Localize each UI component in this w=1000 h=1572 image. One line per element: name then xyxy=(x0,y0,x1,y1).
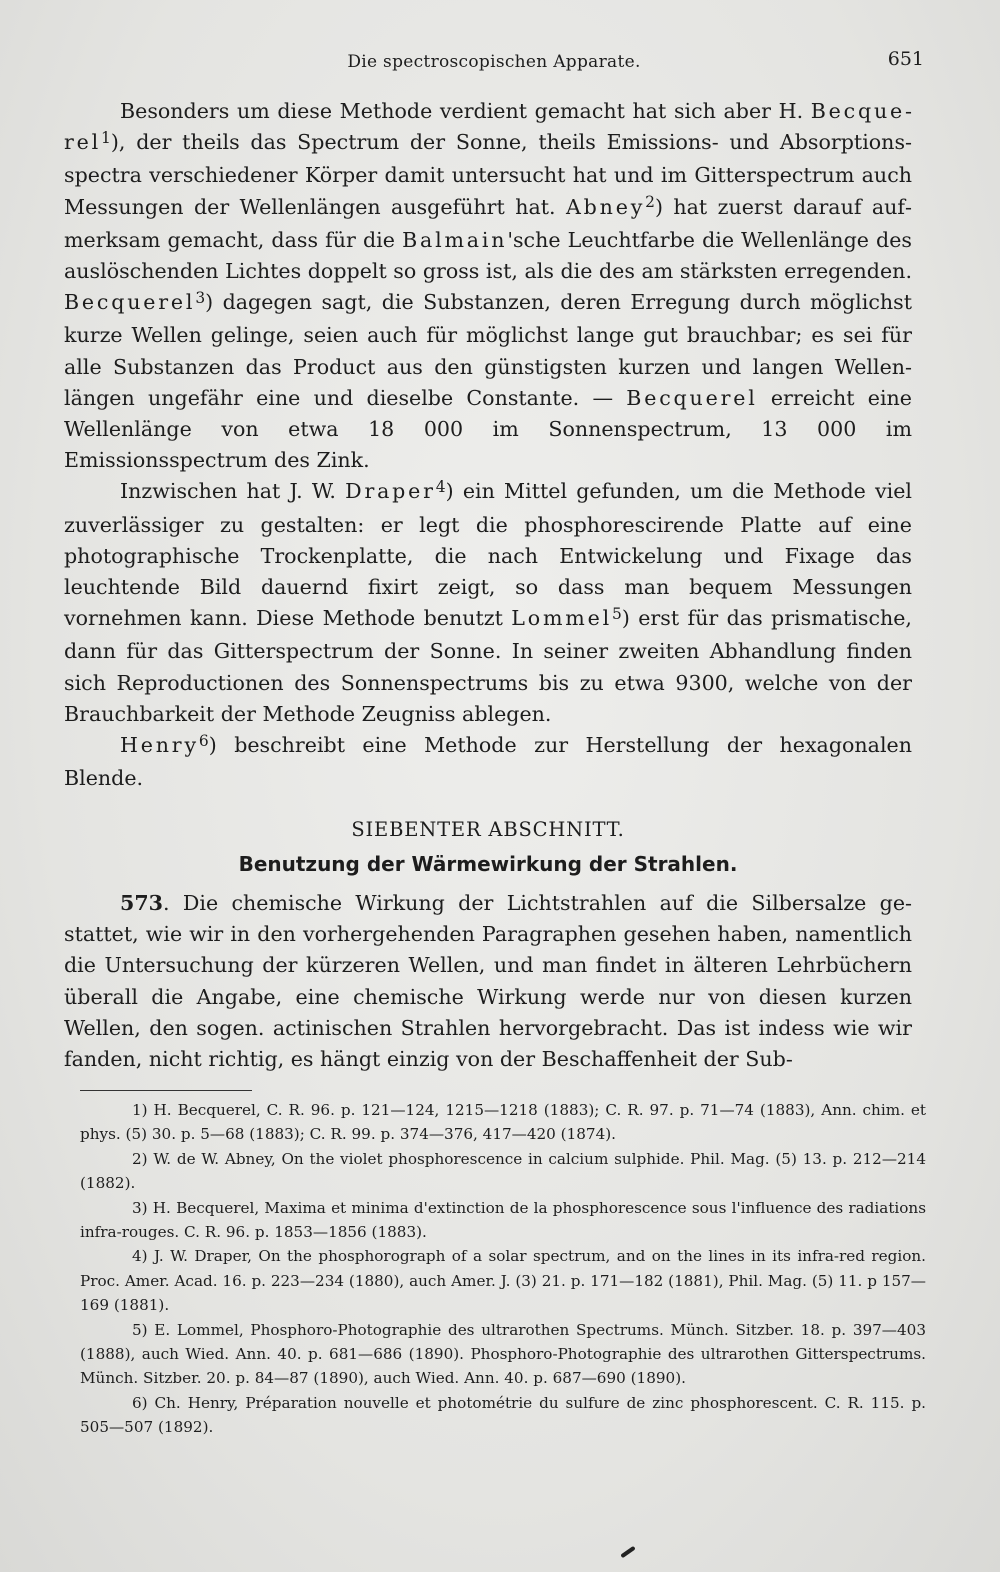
pen-mark xyxy=(620,1546,635,1558)
footnote-ref: 3 xyxy=(195,289,206,308)
author-name: Draper xyxy=(345,479,436,504)
footnote-ref: 1 xyxy=(101,129,111,148)
author-name: Becquerel xyxy=(64,290,196,315)
footnote-ref: 6 xyxy=(198,731,209,750)
footnote-2: 2) W. de W. Abney, On the violet phosphorescence in calcium sulphide. Phil. Mag. (5) 13. p. 212—214 (1882). xyxy=(80,1149,926,1193)
running-head: Die spectroscopischen Apparate. xyxy=(347,52,641,72)
body-text xyxy=(64,96,912,794)
text-run: Inzwischen hat J. W. xyxy=(120,479,346,504)
text-run: ) beschreibt eine Methode zur Herstellung der hexagonalen Blende. xyxy=(64,733,912,791)
page-header xyxy=(64,48,924,78)
paragraph-henry xyxy=(64,730,912,794)
footnote-4: 4) J. W. Draper, On the phosphorograph of a solar spectrum, and on the lines in its infra-red region. Proc. Amer. Acad. 16. p. 223—234 (1880), auch Amer. J. (3) 21. p. 171—182 (1881), Phil. Mag. (5) 11. p 157—169 (1881). xyxy=(80,1247,926,1315)
text-run: Besonders um diese Methode verdient gemacht hat sich aber H. xyxy=(120,99,811,123)
footnote-5: 5) E. Lommel, Phosphoro-Photographie des ultrarothen Spectrums. Münch. Sitzber. 18. p. 397—403 (1888), auch Wied. Ann. 40. p. 681—686 (1890). Phosphoro-Photographie des ultrarothen Gitterspectrums. Münch. Sitzber. 20. p. 84—87 (1890), auch Wied. Ann. 40. p. 687—690 (1890). xyxy=(80,1320,926,1388)
author-name: Balmain xyxy=(402,227,508,252)
footnotes xyxy=(80,1098,926,1440)
footnote-divider xyxy=(80,1090,252,1091)
text-run: ), der theils das Spectrum der Sonne, theils Emissions- und Absorptionsspectra verschiedener Körper damit untersucht hat und im Gitterspectrum auch Messungen der Wellenlängen ausgeführt hat. xyxy=(64,130,912,219)
footnote-3: 3) H. Becquerel, Maxima et minima d'extinction de la phosphorescence sous l'influence des radiations infra-rouges. C. R. 96. p. 1853—1856 (1883). xyxy=(80,1198,926,1242)
author-name: Abney xyxy=(565,194,646,219)
footnote-ref: 2 xyxy=(645,193,655,212)
author-name: Becquerel xyxy=(64,99,912,155)
text-run: ) hat zuerst darauf aufmerksam gemacht, dass für die xyxy=(64,194,913,252)
footnote-6: 6) Ch. Henry, Préparation nouvelle et photométrie du sulfure de zinc phosphorescent. C. R. 115. p. 505—507 (1892). xyxy=(80,1393,926,1437)
paragraph-number: 573 xyxy=(120,891,163,915)
page-number: 651 xyxy=(887,48,924,70)
section-heading: SIEBENTER ABSCHNITT. xyxy=(351,818,625,841)
text-run: erreicht eine Wellenlänge von etwa 18 000 im Sonnenspectrum, 13 000 im Emissionsspectrum des Zink. xyxy=(64,385,912,473)
author-name: Henry xyxy=(120,733,199,758)
footnote-1: 1) H. Becquerel, C. R. 96. p. 121—124, 1215—1218 (1883); C. R. 97. p. 71—74 (1883), Ann. chim. et phys. (5) 30. p. 5—68 (1883); C. R. 99. p. 374—376, 417—420 (1874). xyxy=(80,1101,926,1144)
paragraph-draper xyxy=(64,476,912,730)
text-run: ) erst für das prismatische, dann für das Gitterspectrum der Sonne. In seiner zweiten Abhandlung finden sich Reproductionen des Sonnenspectrums bis zu etwa 9300, welche von der Brauchbarkeit der Methode Zeugniss ablegen. xyxy=(64,606,912,726)
text-run: ) ein Mittel gefunden, um die Methode viel zuverlässiger zu gestalten: er legt die phosphorescirende Platte auf eine photographische Trockenplatte, die nach Entwickelung und Fixage das leuchtende Bild dauernd fixirt zeigt, so dass man bequem Messungen vornehmen kann. Diese Methode benutzt xyxy=(64,479,912,631)
footnote-ref: 5 xyxy=(611,605,622,624)
paragraph-573 xyxy=(64,888,912,1075)
text-run: ) dagegen sagt, die Substanzen, deren Erregung durch möglichst kurze Wellen gelinge, seien auch für möglichst lange gut brauchbar; es sei für alle Substanzen das Product aus den günstigsten kurzen und langen Wellenlängen ungefähr eine und dieselbe Constante. — xyxy=(64,290,912,410)
author-name: Becquerel xyxy=(626,385,758,410)
footnote-ref: 4 xyxy=(435,478,446,497)
paragraph-becquerel xyxy=(64,96,912,476)
section-body xyxy=(64,888,912,1075)
author-name: Lommel xyxy=(511,606,612,631)
text-run: 'sche Leuchtfarbe die Wellenlänge des auslöschenden Lichtes doppelt so gross ist, als die des am stärksten erregenden. xyxy=(64,227,912,284)
section-subtitle: Benutzung der Wärmewirkung der Strahlen. xyxy=(238,852,738,876)
text-run: . Die chemische Wirkung der Lichtstrahlen auf die Silbersalze gestattet, wie wir in den vorhergehenden Paragraphen gesehen haben, namentlich die Untersuchung der kürzeren Wellen, und man findet in älteren Lehrbüchern überall die Angabe, eine chemische Wirkung werde nur von diesen kurzen Wellen, den sogen. actinischen Strahlen hervorgebracht. Das ist indess wie wir fanden, nicht richtig, es hängt einzig von der Beschaffenheit der Sub- xyxy=(64,891,912,1072)
